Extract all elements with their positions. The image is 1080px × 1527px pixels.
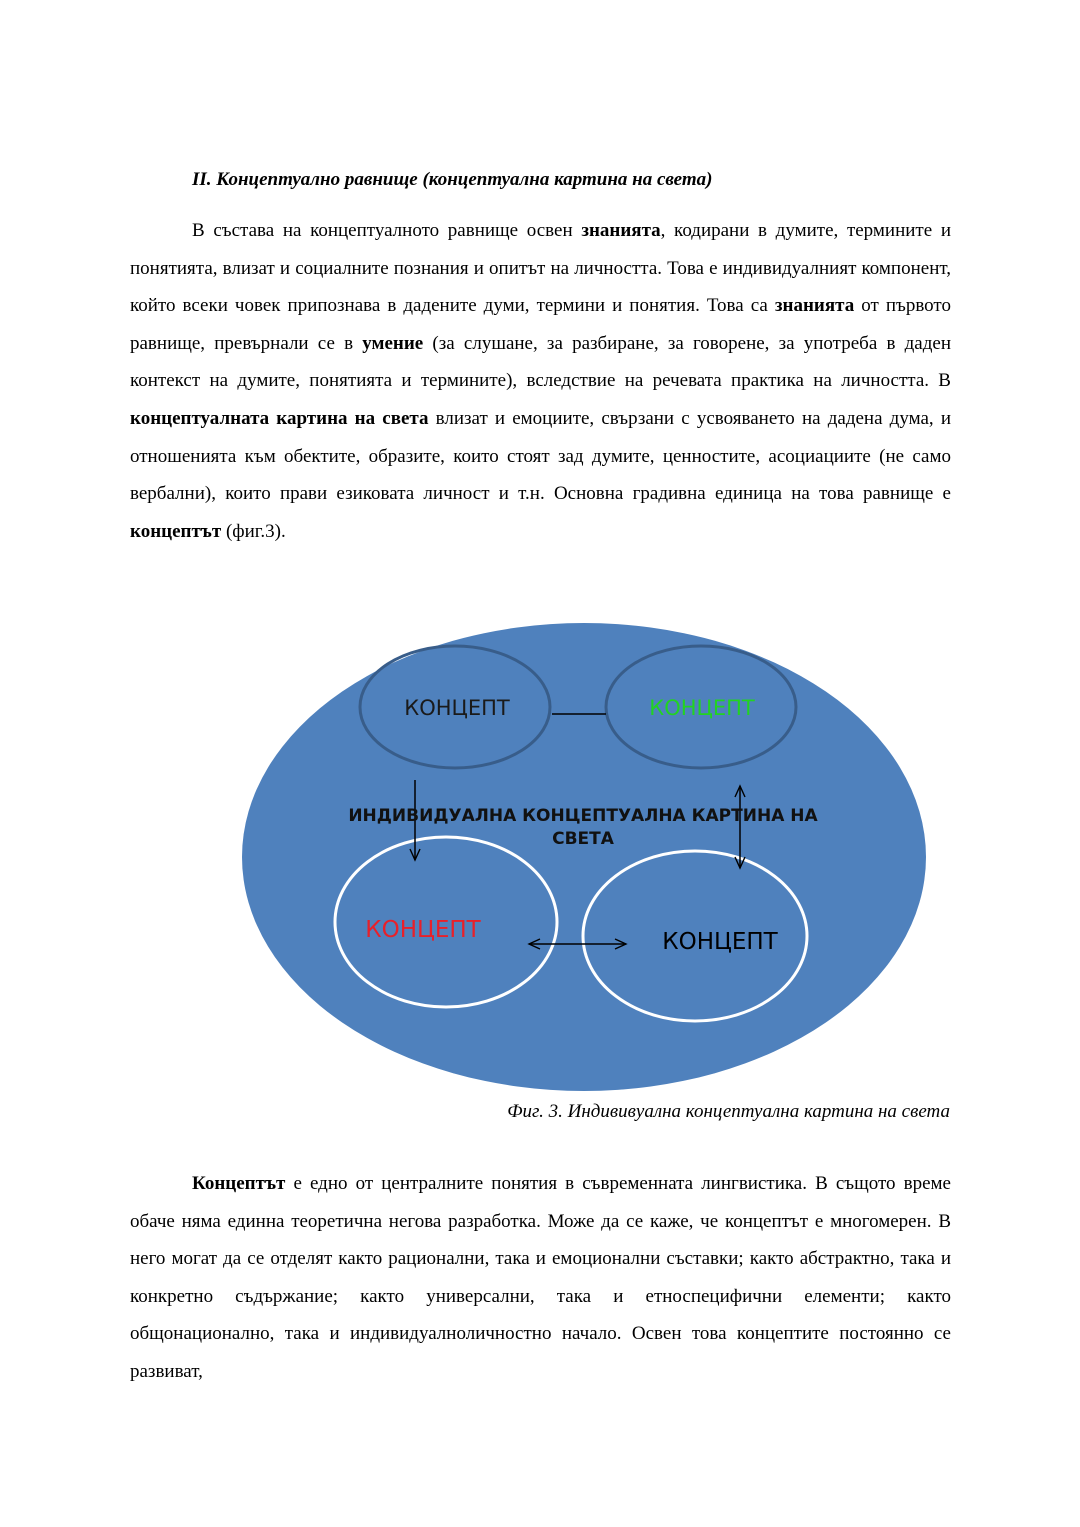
worldview-title-line2: СВЕТА — [552, 829, 614, 849]
bold-term: знанията — [774, 295, 855, 317]
concept-label-bottom-left: КОНЦЕПТ — [365, 917, 481, 943]
paragraph-conceptual-level — [130, 212, 951, 550]
text-span: (фиг.3). — [221, 520, 286, 542]
bold-term: умение — [362, 332, 424, 354]
text-span: (за слушане, за разбиране, за говорене, за употреба в даден контекст на думите, понятията и термините), вследствие на речевата практика на личността. В — [130, 332, 951, 392]
outer-worldview-ellipse — [242, 623, 926, 1091]
bold-term: знанията — [581, 220, 661, 241]
bold-term: концептът — [130, 520, 222, 542]
bold-term: Концептът — [192, 1173, 286, 1194]
text-span: влизат и емоциите, свързани с усвояването на дадена дума, и отношенията към обектите, образите, които стоят зад думите, ценностите, асоциациите (не само вербални), които прави езиковата личност и т.н. Основна градивна единица на това равнище е — [130, 407, 951, 505]
paragraph-concept-definition — [130, 1165, 951, 1391]
concept-label-bottom-right: КОНЦЕПТ — [662, 929, 778, 955]
section-heading: II. Концептуално равнище (концептуална картина на света) — [192, 169, 713, 190]
concept-label-top-right: КОНЦЕПТ — [649, 696, 755, 720]
concept-label-top-left: КОНЦЕПТ — [404, 696, 510, 720]
figure-caption: Фиг. 3. Индививуална концептуална картина на света — [507, 1101, 950, 1122]
worldview-title-line1: ИНДИВИДУАЛНА КОНЦЕПТУАЛНА КАРТИНА НА — [348, 806, 818, 826]
text-span: , кодирани в думите, термините и понятията, влизат и социалните познания и опитът на личността. Това е индивидуалният компонент, който всеки човек припознава в дадените думи, термини и понятия. Това са — [130, 220, 951, 317]
text-span: В състава на концептуалното равнище освен — [192, 220, 582, 241]
text-span: от първото равнище, превърнали се в — [130, 295, 951, 354]
text-span: е едно от централните понятия в съвременната лингвистика. В същото време обаче няма единна теоретична негова разработка. Може да се каже, че концептът е многомерен. В него могат да се отделят както рационални, така и емоционални съставки; както абстрактно, така и конкретно съдържание; както универсални, така и етноспецифични елементи; както общонационално, така и индивидуалноличностно начало. Освен това концептите постоянно се развиват, — [130, 1173, 951, 1382]
bold-term: концептуалната картина на света — [130, 407, 429, 429]
concept-diagram — [240, 620, 930, 1095]
